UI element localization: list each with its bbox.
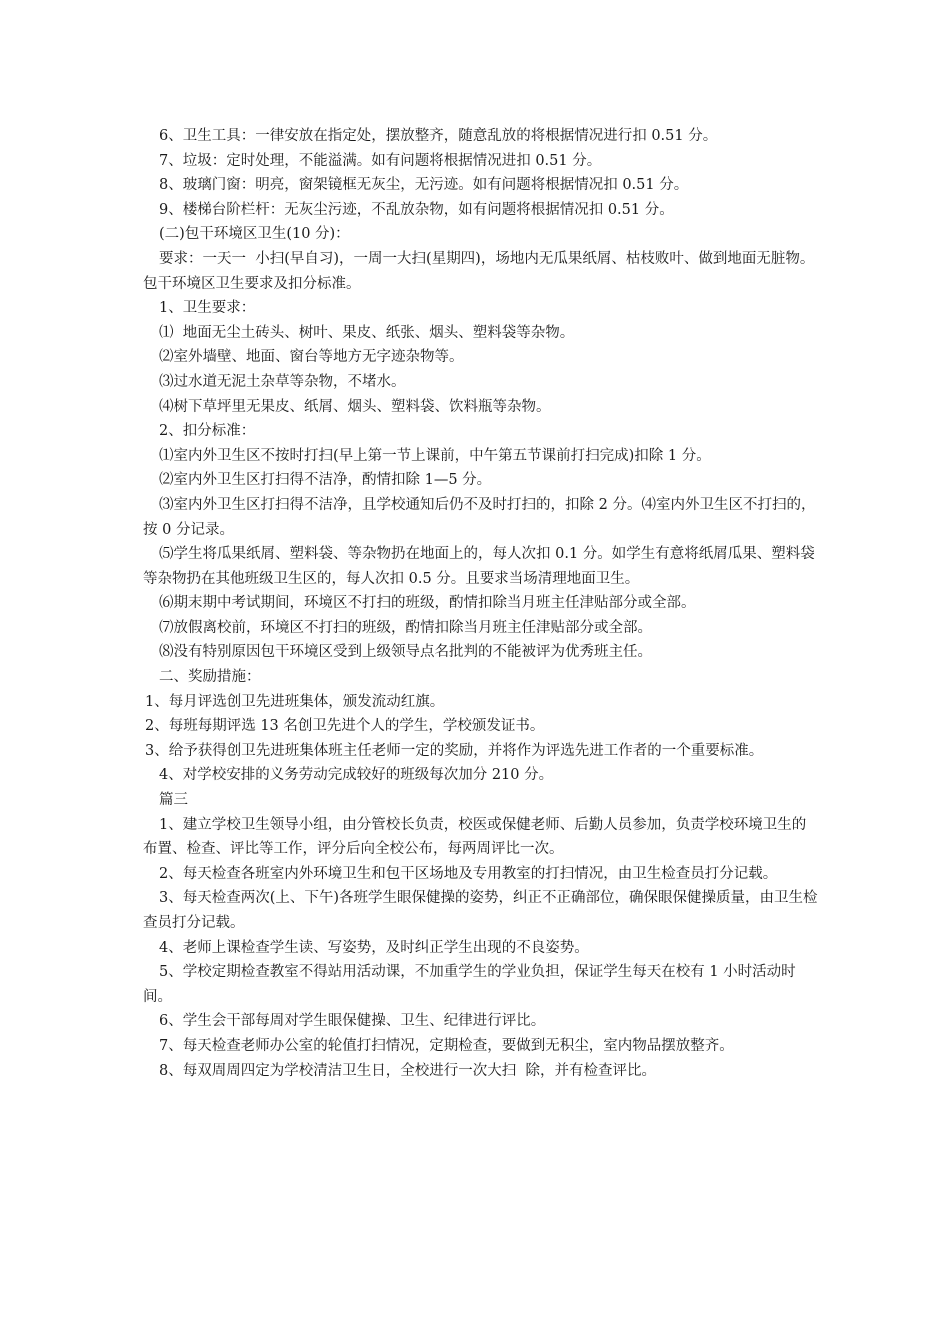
paragraph: 3、每天检查两次(上、下午)各班学生眼保健操的姿势，纠正不正确部位，确保眼保健操质量，由卫生检查员打分记载。 — [143, 890, 818, 931]
paragraph: 2、每班每期评选 13 名创卫先进个人的学生，学校颁发证书。 — [145, 718, 545, 735]
paragraph: 二、奖励措施： — [159, 669, 261, 686]
paragraph: 7、垃圾：定时处理，不能溢满。如有问题将根据情况进扣 0.51 分。 — [159, 152, 602, 169]
paragraph: 8、玻璃门窗：明亮，窗架镜框无灰尘，无污迹。如有问题将根据情况扣 0.51 分。 — [159, 177, 689, 194]
paragraph: ⑴室内外卫生区不按时打扫(早上第一节上课前，中午第五节课前打扫完成)扣除 1 分。 — [159, 447, 711, 464]
paragraph: 4、老师上课检查学生读、写姿势，及时纠正学生出现的不良姿势。 — [159, 939, 589, 956]
paragraph: 3、给予获得创卫先进班集体班主任老师一定的奖励，并将作为评选先进工作者的一个重要标准。 — [145, 742, 764, 759]
paragraph: 9、楼梯台阶栏杆：无灰尘污迹，不乱放杂物，如有问题将根据情况扣 0.51 分。 — [159, 201, 674, 218]
paragraph: 5、学校定期检查教室不得站用活动课，不加重学生的学业负担，保证学生每天在校有 1 小时活动时间。 — [143, 964, 796, 1005]
paragraph: (二)包干环境区卫生(10 分)： — [159, 226, 350, 243]
paragraph: 2、扣分标准： — [159, 423, 256, 440]
paragraph: 要求：一天一 小扫(早自习)，一周一大扫(星期四)，场地内无瓜果纸屑、枯枝败叶、做到地面无脏物。包干环境区卫生要求及扣分标准。 — [143, 250, 815, 292]
paragraph: 8、每双周周四定为学校清洁卫生日，全校进行一次大扫 除，并有检查评比。 — [159, 1062, 656, 1079]
paragraph: 6、学生会干部每周对学生眼保健操、卫生、纪律进行评比。 — [159, 1013, 546, 1030]
paragraph: ⑴ 地面无尘土砖头、树叶、果皮、纸张、烟头、塑料袋等杂物。 — [159, 324, 575, 341]
paragraph: ⑺放假离校前，环境区不打扫的班级，酌情扣除当月班主任津贴部分或全部。 — [159, 619, 652, 636]
document-body — [143, 124, 819, 1083]
paragraph: 篇三 — [159, 792, 188, 809]
paragraph: ⑶室内外卫生区打扫得不洁净，且学校通知后仍不及时打扫的，扣除 2 分。⑷室内外卫生区不打扫的，按 0 分记录。 — [143, 496, 816, 538]
paragraph: 2、每天检查各班室内外环境卫生和包干区场地及专用教室的打扫情况，由卫生检查员打分记载。 — [159, 865, 778, 882]
paragraph: 7、每天检查老师办公室的轮值打扫情况，定期检查，要做到无积尘，室内物品摆放整齐。 — [159, 1037, 734, 1054]
paragraph: ⑵室内外卫生区打扫得不洁净，酌情扣除 1—5 分。 — [159, 472, 492, 489]
paragraph: 6、卫生工具：一律安放在指定处，摆放整齐，随意乱放的将根据情况进行扣 0.51 分。 — [159, 128, 718, 144]
paragraph: ⑶过水道无泥土杂草等杂物，不堵水。 — [159, 373, 406, 390]
paragraph: ⑷树下草坪里无果皮、纸屑、烟头、塑料袋、饮料瓶等杂物。 — [159, 398, 551, 415]
paragraph: 1、每月评选创卫先进班集体，颁发流动红旗。 — [145, 693, 445, 710]
paragraph: ⑸学生将瓜果纸屑、塑料袋、等杂物扔在地面上的，每人次扣 0.1 分。如学生有意将纸屑瓜果、塑料袋等杂物扔在其他班级卫生区的，每人次扣 0.5 分。且要求当场清理地面卫生。 — [143, 546, 815, 587]
paragraph: 4、对学校安排的义务劳动完成较好的班级每次加分 210 分。 — [159, 767, 554, 784]
paragraph: 1、建立学校卫生领导小组，由分管校长负责，校医或保健老师、后勤人员参加，负责学校环境卫生的布置、检查、评比等工作，评分后向全校公布，每两周评比一次。 — [143, 816, 807, 858]
paragraph: ⑹期末期中考试期间，环境区不打扫的班级，酌情扣除当月班主任津贴部分或全部。 — [159, 595, 696, 612]
paragraph: ⑵室外墙壁、地面、窗台等地方无字迹杂物等。 — [159, 349, 464, 366]
paragraph: 1、卫生要求： — [159, 300, 256, 317]
paragraph: ⑻没有特别原因包干环境区受到上级领导点名批判的不能被评为优秀班主任。 — [159, 644, 652, 661]
